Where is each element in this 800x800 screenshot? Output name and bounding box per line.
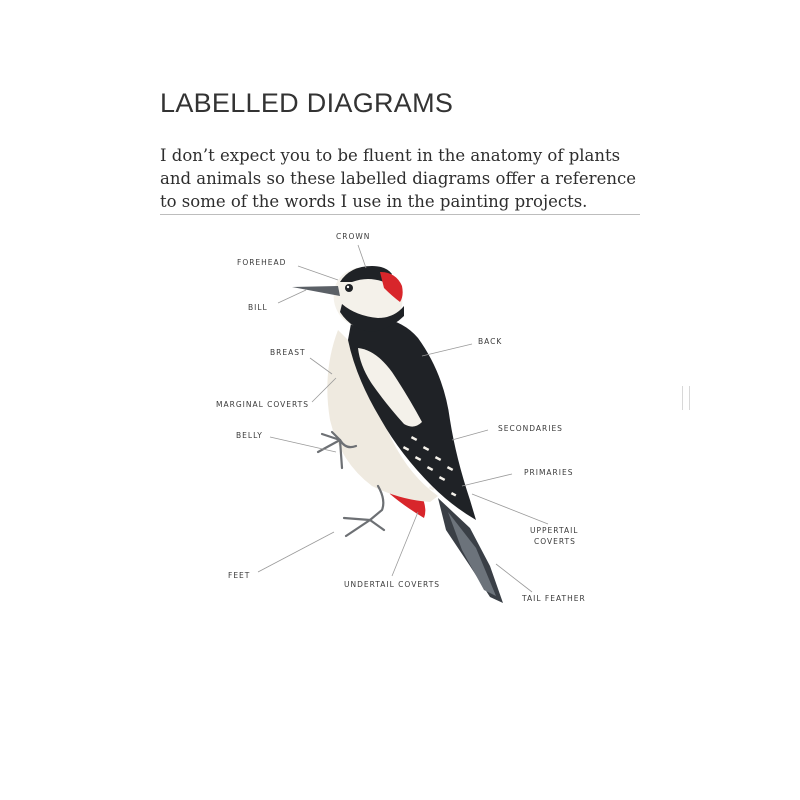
- label-breast: BREAST: [270, 348, 306, 357]
- label-uppertail-coverts-line1: UPPERTAIL: [530, 526, 579, 535]
- label-back: BACK: [478, 337, 503, 346]
- label-primaries: PRIMARIES: [524, 468, 574, 477]
- label-crown: CROWN: [336, 232, 371, 241]
- label-bill: BILL: [248, 303, 268, 312]
- eye: [345, 284, 353, 292]
- label-marginal-coverts: MARGINAL COVERTS: [216, 400, 310, 409]
- label-forehead: FOREHEAD: [237, 258, 287, 267]
- label-tail-feather: TAIL FEATHER: [522, 594, 586, 603]
- label-belly: BELLY: [236, 431, 263, 440]
- bill-shape: [292, 286, 340, 296]
- page-title: LABELLED DIAGRAMS: [160, 88, 454, 118]
- intro-paragraph: I don’t expect you to be fluent in the anatomy of plants and animals so these labelled diagrams offer a reference to some of the words I use in the painting projects.: [160, 146, 636, 211]
- label-secondaries: SECONDARIES: [498, 424, 563, 433]
- label-undertail-coverts: UNDERTAIL COVERTS: [344, 580, 441, 589]
- label-uppertail-coverts-line2: COVERTS: [534, 537, 576, 546]
- label-feet: FEET: [228, 571, 251, 580]
